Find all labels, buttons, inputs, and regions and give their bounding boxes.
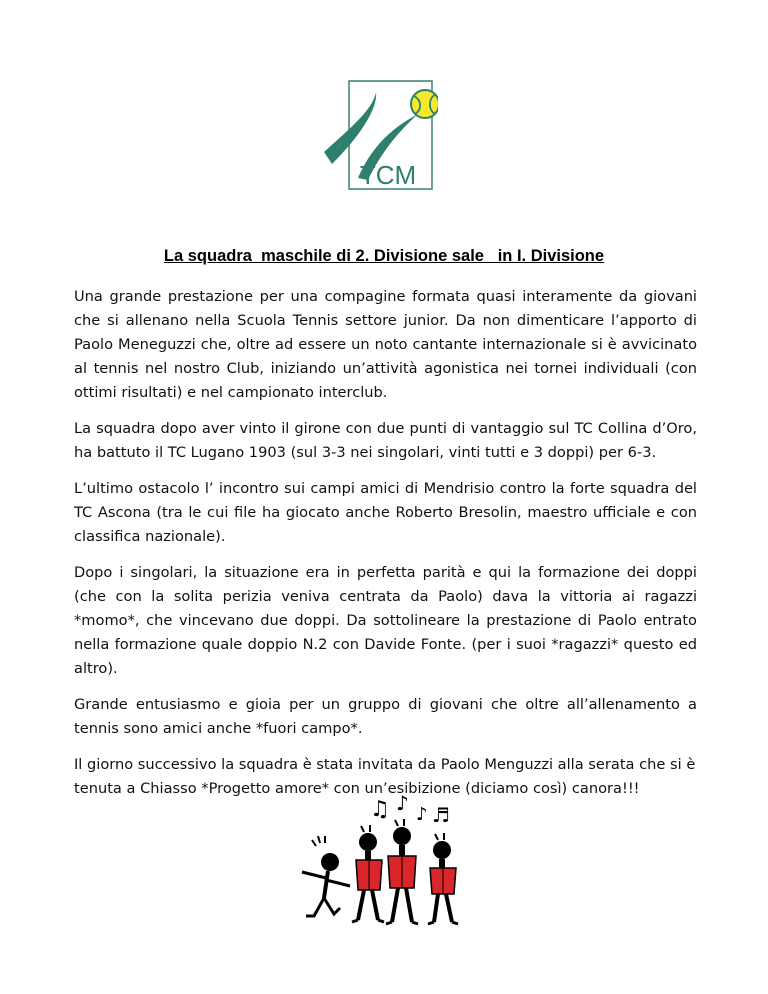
- music-note-icon: ♫: [370, 797, 390, 822]
- singer-figure: [428, 833, 458, 924]
- paragraph-1: Una grande prestazione per una compagine formata quasi interamente da giovani che si allenano nella Scuola Tennis settore junior. Da non dimenticare l’apporto di Paolo Meneguzzi che, oltre ad essere un noto cantante internazionale si è avvicinato al tennis nel nostro Club, iniziando un’attività agonistica nei tornei individuali (con ottimi risultati) e nel campionato interclub.: [74, 288, 697, 401]
- music-note-icon: ♪: [416, 804, 428, 825]
- paragraph-3: L’ultimo ostacolo l’ incontro sui campi amici di Mendrisio contro la forte squadra del TC Ascona (tra le cui file ha giocato anche Roberto Bresolin, maestro ufficiale e con classifica nazionale).: [74, 480, 697, 545]
- music-note-icon: ♪: [396, 791, 409, 815]
- logo-swoosh-left: [324, 92, 376, 164]
- conductor-figure: [302, 836, 350, 916]
- singing-choir-clipart: [292, 790, 492, 940]
- logo-text: TCM: [359, 160, 417, 190]
- article-body: [74, 285, 697, 813]
- paragraph-6: Il giorno successivo la squadra è stata invitata da Paolo Menguzzi alla serata che si è tenuta a Chiasso *Progetto amore* con un’esibizione (diciamo così) canora!!!: [74, 756, 696, 797]
- singer-figure: [386, 819, 418, 924]
- paragraph-4: Dopo i singolari, la situazione era in perfetta parità e qui la formazione dei doppi (che con la solita perizia veniva centrata da Paolo) dava la vittoria ai ragazzi *momo*, che vincevano due doppi. Da sottolineare la prestazione di Paolo entrato nella formazione quale doppio N.2 con Davide Fonte. (per i suoi *ragazzi* questo ed altro).: [74, 564, 697, 677]
- paragraph-2: La squadra dopo aver vinto il girone con due punti di vantaggio sul TC Collina d’Oro, ha battuto il TC Lugano 1903 (sul 3-3 nei singolari, vinti tutti e 3 doppi) per 6-3.: [74, 420, 697, 461]
- paragraph-5: Grande entusiasmo e gioia per un gruppo di giovani che oltre all’allenamento a tennis sono amici anche *fuori campo*.: [74, 696, 697, 737]
- singer-figure: [352, 825, 384, 922]
- music-note-icon: ♬: [432, 803, 450, 827]
- page-title: La squadra maschile di 2. Divisione sale in I. Divisione: [163, 247, 605, 265]
- tcm-logo: [318, 80, 438, 192]
